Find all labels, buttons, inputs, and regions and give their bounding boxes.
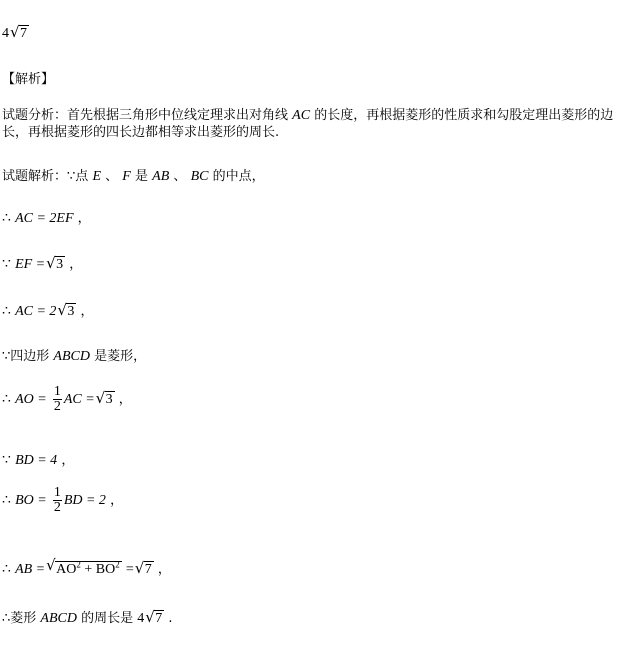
solution-line-8: ∴ BO = $\frac{1}{2}$ BD = 2 ， xyxy=(2,485,124,515)
solution-line-9: ∴ AB = √ $AO^2 + BO^2$ = √ 7 ， xyxy=(2,556,171,577)
solution-line-10: ∴菱形 ABCD 的周长是 4 √ 7 . xyxy=(2,608,173,626)
sqrt-symbol: √ 3 xyxy=(95,389,113,407)
analysis-paragraph xyxy=(2,107,624,141)
analysis-text-after: 的长度，再根据菱形的性质求和勾股定理出菱形的边长，再根据菱形的四长边都相等求出菱形的周长. xyxy=(2,108,614,140)
solution-line-3: ∵ EF = √ 3 ， xyxy=(2,254,83,272)
analysis-text-before: 首先根据三角形中位线定理求出对角线 xyxy=(67,108,289,123)
solution-line-2: ∴ AC = 2EF ， xyxy=(2,211,91,226)
solution-line-7: ∵ BD = 4 ， xyxy=(2,453,75,468)
sqrt-symbol: √ $AO^2 + BO^2$ xyxy=(46,556,120,577)
solution-line-4: ∴ AC = 2 √ 3 ， xyxy=(2,301,94,319)
solution-label: 试题解析： xyxy=(2,169,68,184)
fraction-half: $\frac{1}{2}$ xyxy=(53,485,61,515)
solution-line-1: 试题解析：∵点 E 、 F 是 AB 、 BC 的中点， xyxy=(2,169,265,184)
answer-value xyxy=(2,23,29,42)
sqrt-symbol: √ 3 xyxy=(46,254,64,272)
sqrt-symbol: √ 7 xyxy=(10,23,27,41)
analysis-ac: AC xyxy=(292,108,311,123)
answer-coefficient: 4 xyxy=(2,26,9,41)
fraction-half: $\frac{1}{2}$ xyxy=(53,384,61,414)
sqrt-symbol: √ 3 xyxy=(57,301,75,319)
analysis-label: 试题分析： xyxy=(2,108,68,123)
sqrt-symbol: √ 7 xyxy=(145,608,163,626)
solution-line-6: ∴ AO = $\frac{1}{2}$ AC = √ 3 ， xyxy=(2,384,132,414)
sqrt-symbol: √ 7 xyxy=(134,559,152,577)
solution-line-5: ∵四边形 ABCD 是菱形， xyxy=(2,349,147,364)
section-title: 【解析】 xyxy=(2,72,55,87)
